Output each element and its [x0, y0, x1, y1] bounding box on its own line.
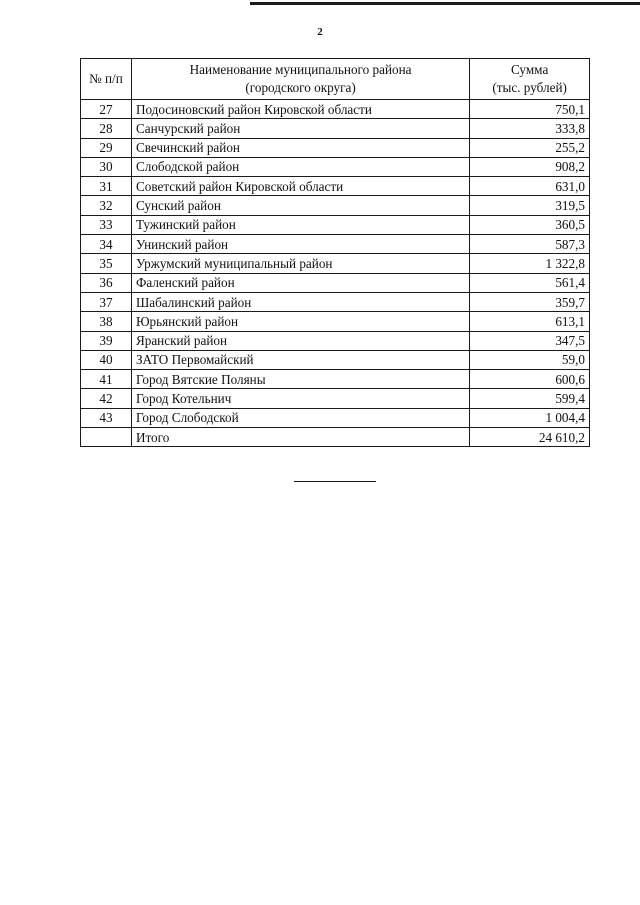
total-row — [81, 428, 590, 447]
row-sum: 333,8 — [470, 119, 590, 138]
end-of-document-rule — [294, 481, 376, 482]
row-name: Унинский район — [131, 235, 469, 254]
row-number: 35 — [81, 254, 132, 273]
top-rule — [250, 2, 640, 5]
row-sum: 599,4 — [470, 389, 590, 408]
table-row — [81, 157, 590, 176]
table-row — [81, 235, 590, 254]
row-sum: 750,1 — [470, 100, 590, 119]
row-name: Город Котельнич — [131, 389, 469, 408]
header-sum — [470, 59, 590, 100]
table-row — [81, 273, 590, 292]
header-sum-line2: (тыс. рублей) — [492, 80, 567, 95]
row-number: 36 — [81, 273, 132, 292]
allocations-table — [80, 58, 590, 447]
row-number: 38 — [81, 312, 132, 331]
row-number: 33 — [81, 215, 132, 234]
header-number-label: № п/п — [89, 71, 123, 87]
total-sum: 24 610,2 — [470, 428, 590, 447]
row-sum: 347,5 — [470, 331, 590, 350]
table-row — [81, 312, 590, 331]
table-row — [81, 370, 590, 389]
table-row — [81, 331, 590, 350]
row-number: 32 — [81, 196, 132, 215]
table-row — [81, 196, 590, 215]
table-header-row — [81, 59, 590, 100]
row-number: 30 — [81, 157, 132, 176]
header-name-line1: Наименование муниципального района — [189, 62, 412, 78]
table-row — [81, 119, 590, 138]
row-name: Уржумский муниципальный район — [131, 254, 469, 273]
row-sum: 1 004,4 — [470, 408, 590, 427]
table-row — [81, 292, 590, 311]
header-name-line2: (городского округа) — [245, 80, 356, 95]
row-number: 37 — [81, 292, 132, 311]
row-number: 27 — [81, 100, 132, 119]
row-name: Подосиновский район Кировской области — [131, 100, 469, 119]
table-row — [81, 138, 590, 157]
row-name: Город Вятские Поляны — [131, 370, 469, 389]
row-sum: 587,3 — [470, 235, 590, 254]
table-row — [81, 177, 590, 196]
table-row — [81, 215, 590, 234]
row-number: 28 — [81, 119, 132, 138]
table-row — [81, 389, 590, 408]
row-name: Слободской район — [131, 157, 469, 176]
row-sum: 908,2 — [470, 157, 590, 176]
row-name: ЗАТО Первомайский — [131, 350, 469, 369]
row-number: 41 — [81, 370, 132, 389]
row-sum: 359,7 — [470, 292, 590, 311]
header-number — [81, 59, 132, 100]
row-sum: 59,0 — [470, 350, 590, 369]
row-number: 40 — [81, 350, 132, 369]
row-sum: 1 322,8 — [470, 254, 590, 273]
row-number: 43 — [81, 408, 132, 427]
row-sum: 600,6 — [470, 370, 590, 389]
row-sum: 255,2 — [470, 138, 590, 157]
row-number: 31 — [81, 177, 132, 196]
row-name: Город Слободской — [131, 408, 469, 427]
row-name: Шабалинский район — [131, 292, 469, 311]
row-name: Санчурский район — [131, 119, 469, 138]
table-row — [81, 254, 590, 273]
header-sum-line1: Сумма — [510, 62, 549, 78]
row-number: 39 — [81, 331, 132, 350]
row-number: 34 — [81, 235, 132, 254]
row-sum: 613,1 — [470, 312, 590, 331]
row-name: Советский район Кировской области — [131, 177, 469, 196]
row-name: Свечинский район — [131, 138, 469, 157]
row-number: 29 — [81, 138, 132, 157]
row-name: Фаленский район — [131, 273, 469, 292]
total-number-cell — [81, 428, 132, 447]
row-name: Тужинский район — [131, 215, 469, 234]
table-row — [81, 100, 590, 119]
row-sum: 360,5 — [470, 215, 590, 234]
table-row — [81, 350, 590, 369]
row-sum: 561,4 — [470, 273, 590, 292]
row-number: 42 — [81, 389, 132, 408]
row-sum: 631,0 — [470, 177, 590, 196]
row-name: Юрьянский район — [131, 312, 469, 331]
row-name: Сунский район — [131, 196, 469, 215]
table-row — [81, 408, 590, 427]
header-name — [131, 59, 469, 100]
total-label: Итого — [131, 428, 469, 447]
row-sum: 319,5 — [470, 196, 590, 215]
row-name: Яранский район — [131, 331, 469, 350]
page-number: 2 — [317, 26, 323, 38]
